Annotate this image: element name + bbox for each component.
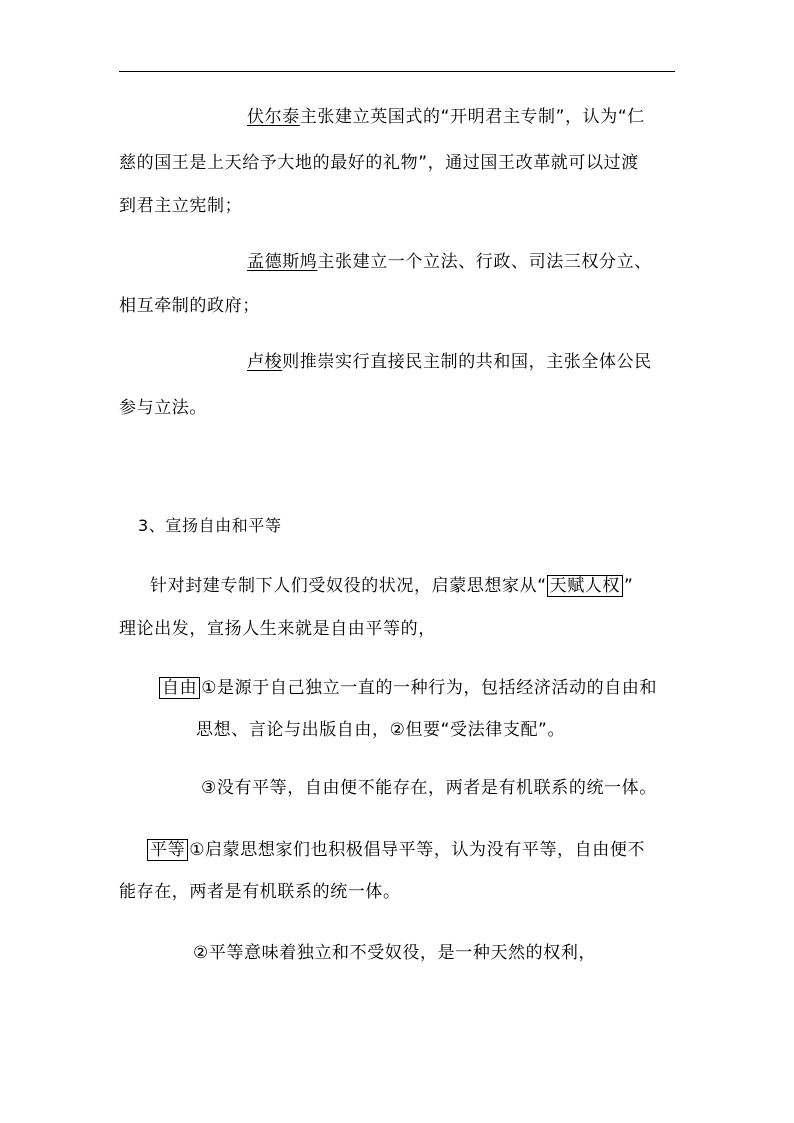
voltaire-text-1: 主张建立英国式的“开明君主专制”，认为“仁 — [299, 107, 645, 127]
freedom-label-box: 自由 — [159, 677, 200, 699]
equality-text-1: ①启蒙思想家们也积极倡导平等，认为没有平等，自由便不 — [189, 840, 646, 860]
freedom-line-1 — [159, 677, 657, 699]
intro-text-before: 针对封建专制下人们受奴役的状况，启蒙思想家从“ — [150, 576, 547, 596]
montesquieu-line-1 — [247, 251, 652, 273]
header-rule — [119, 71, 675, 72]
montesquieu-name: 孟德斯鸠 — [247, 252, 318, 272]
natural-rights-box: 天赋人权 — [547, 575, 623, 597]
voltaire-line-3: 到君主立宪制； — [119, 196, 243, 216]
rousseau-name: 卢梭 — [247, 352, 283, 372]
freedom-line-2: 思想、言论与出版自由，②但要“受法律支配”。 — [196, 720, 566, 740]
section-3-heading: 3、宣扬自由和平等 — [138, 516, 282, 535]
freedom-line-3: ③没有平等，自由便不能存在，两者是有机联系的统一体。 — [201, 778, 657, 798]
equality-line-1 — [147, 839, 645, 861]
rousseau-text-1: 则推崇实行直接民主制的共和国，主张全体公民 — [282, 352, 652, 372]
montesquieu-line-2: 相互牵制的政府； — [119, 296, 260, 316]
intro-text-after: ” — [624, 576, 634, 596]
section-3-intro-line-2: 理论出发，宣扬人生来就是自由平等的， — [119, 619, 436, 639]
voltaire-name: 伏尔泰 — [247, 107, 300, 127]
rousseau-line-1 — [247, 351, 652, 373]
voltaire-line-1 — [247, 106, 645, 128]
equality-line-2: 能存在，两者是有机联系的统一体。 — [119, 882, 401, 902]
equality-line-3: ②平等意味着独立和不受奴役，是一种天然的权利， — [193, 943, 597, 963]
equality-label-box: 平等 — [147, 839, 188, 861]
voltaire-line-2: 慈的国王是上天给予大地的最好的礼物”，通过国王改革就可以过渡 — [119, 153, 639, 173]
rousseau-line-2: 参与立法。 — [119, 398, 207, 418]
section-3-intro-line-1 — [150, 575, 633, 597]
freedom-text-1: ①是源于自己独立一直的一种行为，包括经济活动的自由和 — [201, 678, 658, 698]
montesquieu-text-1: 主张建立一个立法、行政、司法三权分立、 — [317, 252, 652, 272]
